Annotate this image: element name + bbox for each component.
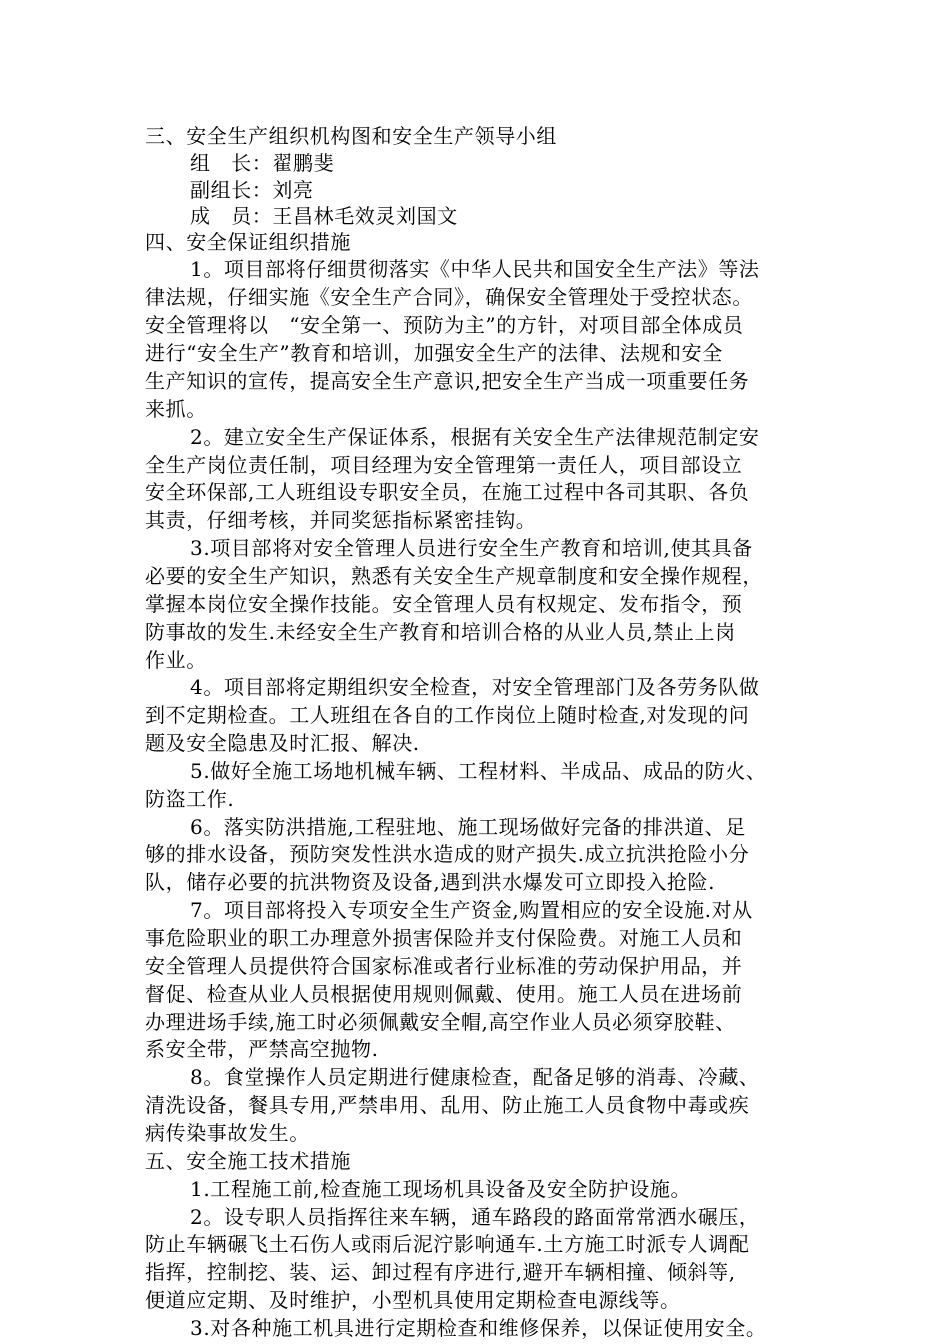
paragraph-line: 律法规，仔细实施《安全生产合同》，确保安全管理处于受控状态。 [145, 285, 753, 309]
member-line-leader: 组 长：翟鹏斐 [190, 151, 335, 175]
paragraph-line: 7。项目部将投入专项安全生产资金,购置相应的安全设施.对从 [190, 898, 753, 922]
paragraph-line: 8。食堂操作人员定期进行健康检查，配备足够的消毒、冷藏、 [190, 1065, 760, 1089]
paragraph-line: 安全环保部,工人班组设专职安全员，在施工过程中各司其职、各负 [145, 480, 750, 504]
paragraph-line: 够的排水设备，预防突发性洪水造成的财产损失.成立抗洪抢险小分 [145, 842, 750, 866]
paragraph-line: 进行“安全生产”教育和培训，加强安全生产的法律、法规和安全 [145, 341, 723, 365]
paragraph-line: 题及安全隐患及时汇报、解决. [145, 731, 420, 755]
paragraph-line: 到不定期检查。工人班组在各自的工作岗位上随时检查,对发现的问 [145, 703, 750, 727]
paragraph-line: 病传染事故发生。 [145, 1121, 310, 1145]
paragraph-line: 必要的安全生产知识，熟悉有关安全生产规章制度和安全操作规程， [145, 564, 763, 588]
section-heading-4: 四、安全保证组织措施 [145, 230, 351, 254]
paragraph-line: 安全管理将以 “安全第一、预防为主”的方针，对项目部全体成员 [145, 313, 744, 337]
section-heading-3: 三、安全生产组织机构图和安全生产领导小组 [145, 124, 557, 148]
paragraph-line: 3.项目部将对安全管理人员进行安全生产教育和培训,使其具备 [190, 536, 753, 560]
paragraph-line: 安全管理人员提供符合国家标准或者行业标准的劳动保护用品，并 [145, 954, 743, 978]
paragraph-line: 1.工程施工前,检查施工现场机具设备及安全防护设施。 [190, 1177, 692, 1201]
paragraph-line: 便道应定期、及时维护，小型机具使用定期检查电源线等。 [145, 1288, 681, 1312]
paragraph-line: 全生产岗位责任制，项目经理为安全管理第一责任人，项目部设立 [145, 453, 743, 477]
paragraph-line: 2。建立安全生产保证体系，根据有关安全生产法律规范制定安 [190, 425, 760, 449]
paragraph-line: 4。项目部将定期组织安全检查，对安全管理部门及各劳务队做 [190, 675, 760, 699]
paragraph-line: 督促、检查从业人员根据使用规则佩戴、使用。施工人员在进场前 [145, 982, 743, 1006]
paragraph-line: 生产知识的宣传，提高安全生产意识,把安全生产当成一项重要任务 [145, 369, 750, 393]
paragraph-line: 办理进场手续,施工时必须佩戴安全帽,高空作业人员必须穿胶鞋、 [145, 1010, 736, 1034]
member-line-members: 成 员：王昌林毛效灵刘国文 [190, 204, 458, 228]
paragraph-line: 6。落实防洪措施,工程驻地、施工现场做好完备的排洪道、足 [190, 815, 746, 839]
paragraph-line: 1。项目部将仔细贯彻落实《中华人民共和国安全生产法》等法 [190, 257, 760, 281]
paragraph-line: 防止车辆碾飞土石伤人或雨后泥泞影响通车.土方施工时派专人调配 [145, 1232, 750, 1256]
paragraph-line: 其责，仔细考核，并同奖惩指标紧密挂钩。 [145, 508, 537, 532]
paragraph-line: 系安全带，严禁高空抛物. [145, 1037, 379, 1061]
section-heading-5: 五、安全施工技术措施 [145, 1149, 351, 1173]
paragraph-line: 5.做好全施工场地机械车辆、工程材料、半成品、成品的防火、 [190, 759, 767, 783]
paragraph-line: 队，储存必要的抗洪物资及设备,遇到洪水爆发可立即投入抢险. [145, 870, 716, 894]
paragraph-line: 防盗工作. [145, 787, 235, 811]
paragraph-line: 作业。 [145, 648, 207, 672]
paragraph-line: 指挥，控制挖、装、运、卸过程有序进行,避开车辆相撞、倾斜等, [145, 1260, 736, 1284]
paragraph-line: 清洗设备，餐具专用,严禁串用、乱用、防止施工人员食物中毒或疾 [145, 1093, 750, 1117]
paragraph-line: 掌握本岗位安全操作技能。安全管理人员有权规定、发布指令，预 [145, 592, 743, 616]
paragraph-line: 事危险职业的职工办理意外损害保险并支付保险费。对施工人员和 [145, 926, 743, 950]
member-line-deputy: 副组长：刘亮 [190, 178, 314, 202]
paragraph-line: 2。设专职人员指挥往来车辆，通车路段的路面常常洒水碾压， [190, 1205, 760, 1229]
paragraph-line: 来抓。 [145, 397, 207, 421]
paragraph-line: 3.对各种施工机具进行定期检查和维修保养，以保证使用安全。 [190, 1316, 767, 1340]
paragraph-line: 防事故的发生.未经安全生产教育和培训合格的从业人员,禁止上岗 [145, 620, 736, 644]
